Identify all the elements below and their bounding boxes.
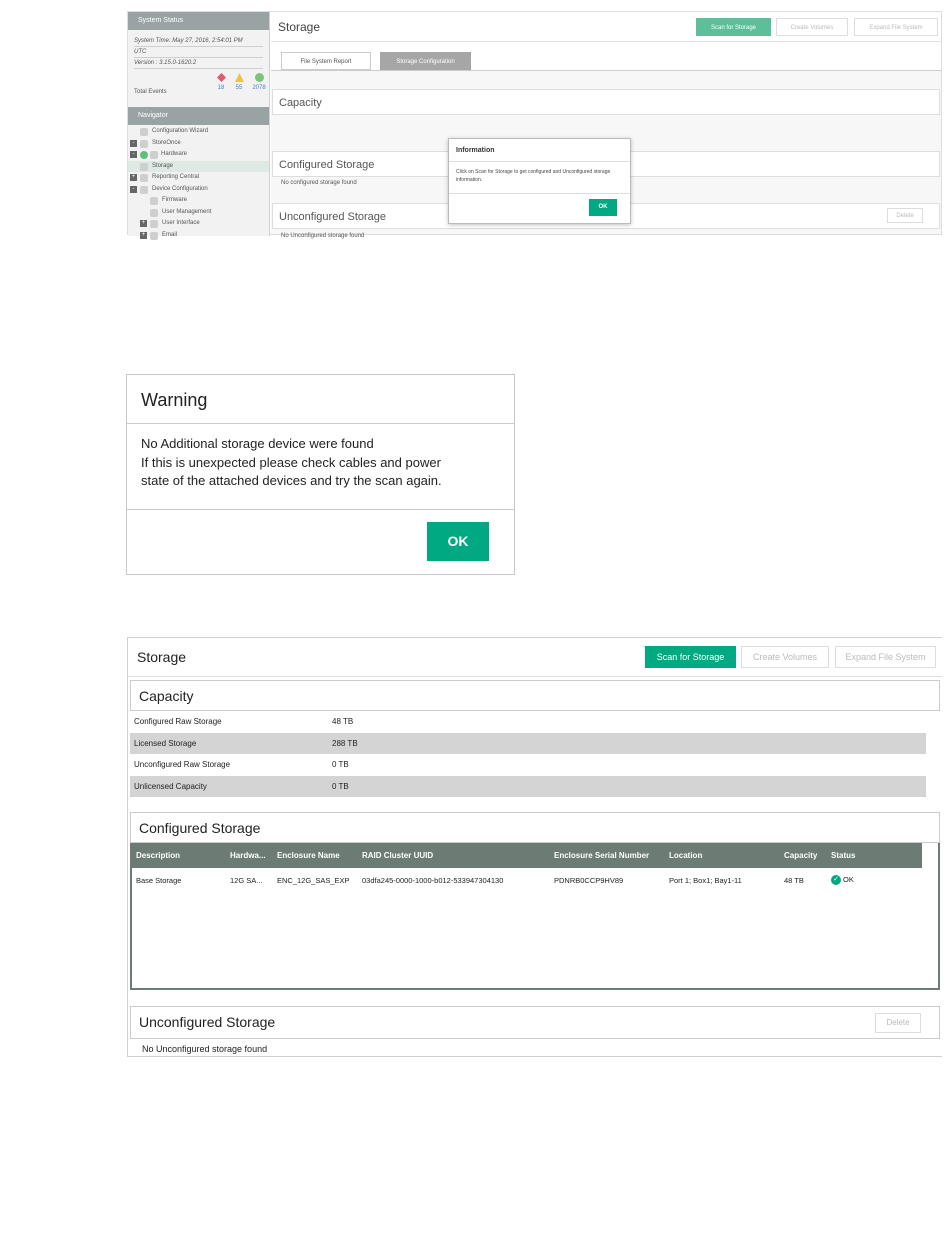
capacity-label: Licensed Storage bbox=[134, 738, 197, 748]
unconfigured-storage-heading: Unconfigured Storage bbox=[139, 1014, 276, 1030]
capacity-section-header bbox=[130, 680, 940, 711]
nav-item-configuration-wizard[interactable]: Configuration Wizard bbox=[128, 126, 269, 138]
message-line: No Additional storage device were found bbox=[141, 436, 374, 451]
version: Version : 3.15.0-1620.2 bbox=[134, 58, 263, 69]
expand-file-system-button[interactable]: Expand File System bbox=[835, 646, 936, 668]
capacity-section bbox=[272, 89, 940, 115]
nav-item-email[interactable]: + Email bbox=[141, 231, 178, 238]
unconfigured-storage-message: No Unconfigured storage found bbox=[281, 233, 365, 239]
dialog-body: Click on Scan for Storage to get configured and Unconfigured storage information. bbox=[456, 169, 611, 183]
capacity-row bbox=[130, 733, 926, 755]
create-volumes-button[interactable]: Create Volumes bbox=[776, 18, 848, 36]
critical-events[interactable]: 18 bbox=[213, 73, 229, 91]
divider bbox=[449, 161, 630, 162]
expand-icon[interactable]: + bbox=[141, 220, 146, 226]
ok-events[interactable]: 2078 bbox=[251, 73, 267, 91]
capacity-value: 48 TB bbox=[332, 717, 354, 726]
dialog-body bbox=[141, 435, 501, 491]
cell-serial: PDNRB0CCP9HV89 bbox=[554, 876, 624, 885]
cell-hardware: 12G SA... bbox=[230, 876, 263, 885]
cell-status bbox=[831, 875, 854, 885]
dialog-title: Information bbox=[456, 147, 495, 154]
configured-storage-table bbox=[130, 843, 940, 990]
nav-item-hardware[interactable]: - Hardware bbox=[128, 149, 269, 161]
gear-icon bbox=[140, 186, 148, 194]
warning-events[interactable]: 55 bbox=[231, 73, 247, 91]
collapse-icon[interactable]: - bbox=[130, 140, 137, 147]
capacity-row bbox=[130, 754, 926, 776]
divider bbox=[271, 41, 941, 42]
create-volumes-button[interactable]: Create Volumes bbox=[741, 646, 829, 668]
nav-item-user-management[interactable]: User Management bbox=[128, 207, 269, 219]
ok-button[interactable]: OK bbox=[589, 199, 617, 216]
message-line: state of the attached devices and try the scan again. bbox=[141, 473, 442, 488]
configured-storage-section-header bbox=[130, 812, 940, 843]
wizard-icon bbox=[140, 128, 148, 136]
capacity-heading: Capacity bbox=[139, 688, 194, 704]
storage-icon bbox=[140, 163, 148, 171]
storage-screen bbox=[127, 637, 942, 1057]
column-header[interactable]: Location bbox=[669, 851, 703, 860]
capacity-row bbox=[130, 711, 926, 733]
expand-icon[interactable]: + bbox=[141, 231, 146, 238]
divider bbox=[127, 423, 514, 424]
ok-circle-icon bbox=[255, 73, 264, 82]
capacity-row bbox=[130, 776, 926, 798]
column-header[interactable]: Enclosure Name bbox=[277, 851, 340, 860]
column-header[interactable]: RAID Cluster UUID bbox=[362, 851, 434, 860]
cell-enclosure-name: ENC_12G_SAS_EXP bbox=[277, 876, 350, 885]
storeonce-icon bbox=[140, 140, 148, 148]
email-icon bbox=[150, 232, 158, 240]
dialog-title: Warning bbox=[141, 390, 208, 410]
hardware-icon bbox=[150, 151, 158, 159]
window-icon bbox=[150, 220, 158, 228]
column-header[interactable]: Status bbox=[831, 851, 856, 860]
capacity-label: Unconfigured Raw Storage bbox=[134, 760, 231, 769]
total-events-label: Total Events bbox=[134, 89, 167, 95]
cell-uuid: 03dfa245-0000-1000-b012-533947304130 bbox=[362, 876, 504, 885]
reporting-icon bbox=[140, 174, 148, 182]
nav-item-storage[interactable]: Storage bbox=[128, 161, 269, 173]
nav-item-user-interface[interactable]: + User Interface bbox=[141, 220, 200, 226]
total-events bbox=[134, 69, 266, 99]
system-status-panel bbox=[128, 30, 269, 99]
column-header[interactable]: Hardwa... bbox=[230, 851, 266, 860]
capacity-heading: Capacity bbox=[279, 97, 322, 109]
table-header bbox=[132, 843, 922, 868]
delete-button[interactable]: Delete bbox=[875, 1013, 921, 1033]
sidebar bbox=[128, 12, 270, 236]
warning-dialog bbox=[126, 374, 515, 575]
system-status-header: System Status bbox=[128, 12, 269, 30]
divider bbox=[128, 676, 942, 677]
user-icon bbox=[150, 209, 158, 217]
scan-for-storage-button[interactable]: Scan for Storage bbox=[696, 18, 771, 36]
delete-button[interactable]: Delete bbox=[887, 208, 923, 223]
system-time: System Time: May 27, 2016, 2:54:01 PM bbox=[134, 36, 263, 47]
nav-item-firmware[interactable]: Firmware bbox=[128, 195, 269, 207]
collapse-icon[interactable]: - bbox=[130, 186, 137, 193]
information-dialog bbox=[448, 138, 631, 224]
capacity-label: Configured Raw Storage bbox=[134, 717, 222, 726]
scan-for-storage-button[interactable]: Scan for Storage bbox=[645, 646, 736, 668]
capacity-value: 288 TB bbox=[332, 738, 358, 748]
tab-file-system-report[interactable]: File System Report bbox=[281, 52, 371, 70]
column-header[interactable]: Capacity bbox=[784, 851, 818, 860]
nav-item-reporting-central[interactable]: + Reporting Central bbox=[131, 174, 200, 180]
cell-description: Base Storage bbox=[136, 876, 182, 885]
firmware-icon bbox=[150, 197, 158, 205]
configured-storage-heading: Configured Storage bbox=[139, 820, 261, 836]
configured-storage-message: No configured storage found bbox=[281, 180, 357, 186]
timezone: UTC bbox=[134, 47, 263, 58]
unconfigured-storage-message: No Unconfigured storage found bbox=[142, 1044, 268, 1054]
check-circle-icon: ✓ bbox=[831, 875, 841, 885]
column-header[interactable]: Description bbox=[136, 851, 181, 860]
message-line: If this is unexpected please check cables and power bbox=[141, 454, 441, 470]
page-title: Storage bbox=[137, 649, 187, 665]
status-text: OK bbox=[843, 875, 854, 884]
unconfigured-storage-section-header bbox=[130, 1006, 940, 1039]
cell-location: Port 1; Box1; Bay1-11 bbox=[669, 876, 742, 885]
capacity-value: 0 TB bbox=[332, 760, 349, 769]
divider bbox=[127, 509, 514, 510]
page-title: Storage bbox=[278, 20, 321, 34]
unconfigured-storage-heading: Unconfigured Storage bbox=[279, 211, 387, 223]
storage-info-screenshot bbox=[127, 11, 942, 239]
cell-capacity: 48 TB bbox=[784, 876, 804, 885]
divider bbox=[449, 193, 630, 194]
warning-triangle-icon bbox=[235, 73, 244, 82]
nav-item-device-configuration[interactable]: - Device Configuration bbox=[128, 184, 269, 196]
configured-storage-heading: Configured Storage bbox=[279, 159, 375, 171]
column-header[interactable]: Enclosure Serial Number bbox=[554, 851, 650, 860]
capacity-value: 0 TB bbox=[332, 781, 349, 791]
expand-icon[interactable]: + bbox=[131, 174, 136, 180]
tab-storage-configuration[interactable]: Storage Configuration bbox=[380, 52, 471, 70]
ok-button[interactable]: OK bbox=[427, 522, 489, 561]
navigator-tree bbox=[128, 126, 269, 241]
nav-item-storeonce[interactable]: - StoreOnce bbox=[128, 138, 269, 150]
navigator-header: Navigator bbox=[128, 107, 269, 125]
expand-file-system-button[interactable]: Expand File System bbox=[854, 18, 938, 36]
status-ok-icon bbox=[140, 151, 148, 159]
critical-diamond-icon bbox=[217, 73, 226, 82]
capacity-list bbox=[130, 711, 926, 797]
capacity-label: Unlicensed Capacity bbox=[134, 781, 207, 791]
collapse-icon[interactable]: - bbox=[130, 151, 137, 158]
